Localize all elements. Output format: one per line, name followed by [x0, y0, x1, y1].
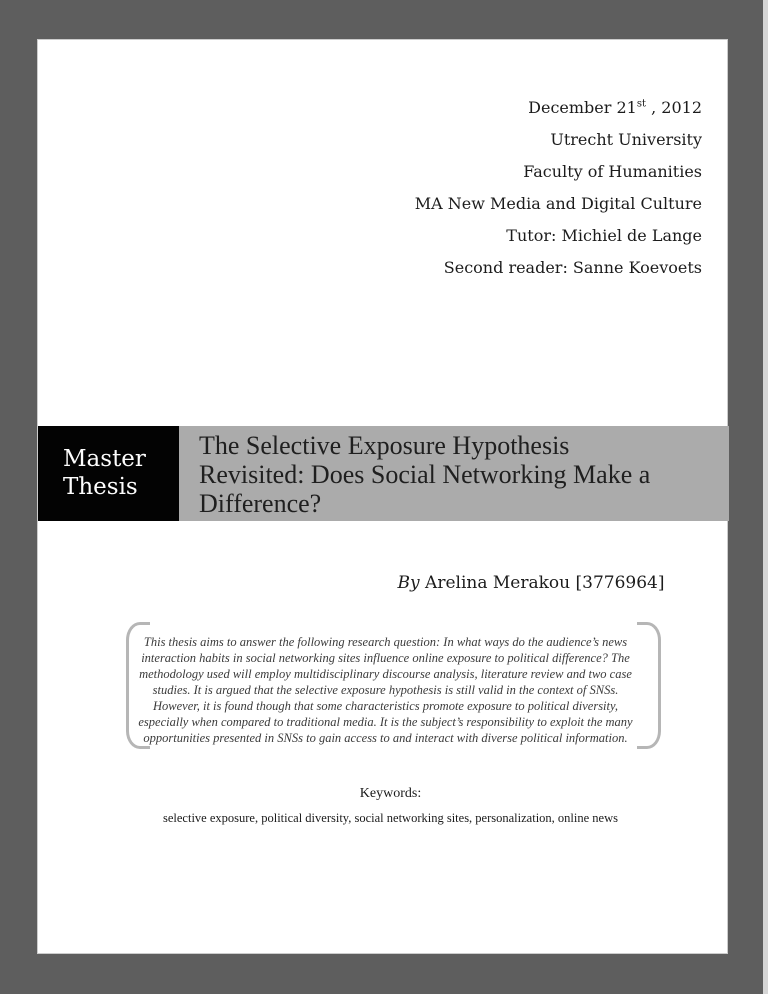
header-second-reader: Second reader: Sanne Koevoets: [443, 258, 702, 277]
header-university: Utrecht University: [550, 130, 702, 149]
byline-prefix: By: [397, 573, 420, 593]
date-suffix: , 2012: [646, 98, 702, 117]
byline-author: Arelina Merakou [3776964]: [425, 573, 665, 593]
abstract-bracket-right: [637, 622, 661, 749]
master-thesis-box: [38, 426, 179, 521]
title-banner: [38, 426, 729, 521]
thesis-title: [179, 426, 729, 521]
header-program: MA New Media and Digital Culture: [414, 194, 702, 213]
header-block: [38, 92, 727, 284]
keywords-list: selective exposure, political diversity, social networking sites, personalization, online news: [163, 811, 618, 825]
thesis-title-line2: Revisited: Does Social Networking Make a: [199, 460, 651, 489]
date-ordinal: st: [636, 98, 647, 110]
master-thesis-label-line2: Thesis: [63, 474, 138, 500]
keywords-label: Keywords:: [359, 786, 422, 801]
document-page: [37, 39, 728, 954]
date-prefix: December 21: [528, 98, 637, 117]
author-byline: [38, 573, 729, 593]
master-thesis-label-line1: Master: [63, 446, 146, 472]
scrollbar-track[interactable]: [763, 0, 768, 994]
header-faculty: Faculty of Humanities: [523, 162, 702, 181]
thesis-title-line1: The Selective Exposure Hypothesis: [199, 431, 570, 460]
header-date: [38, 92, 702, 124]
header-tutor: Tutor: Michiel de Lange: [506, 226, 702, 245]
thesis-title-line3: Difference?: [199, 489, 322, 518]
abstract-text: This thesis aims to answer the following research question: In what ways do the audience’s news interaction habits in social networking sites influence online exposure to political difference? The methodology used will employ multidisciplinary discourse analysis, literature review and two case studies. It is argued that the selective exposure hypothesis is still valid in the context of SNSs. However, it is found though that some characteristics promote exposure to political diversity, especially when compared to traditional media. It is the subject’s responsibility to exploit the many opportunities presented in SNSs to gain access to and interact with diverse political information.: [138, 635, 633, 745]
